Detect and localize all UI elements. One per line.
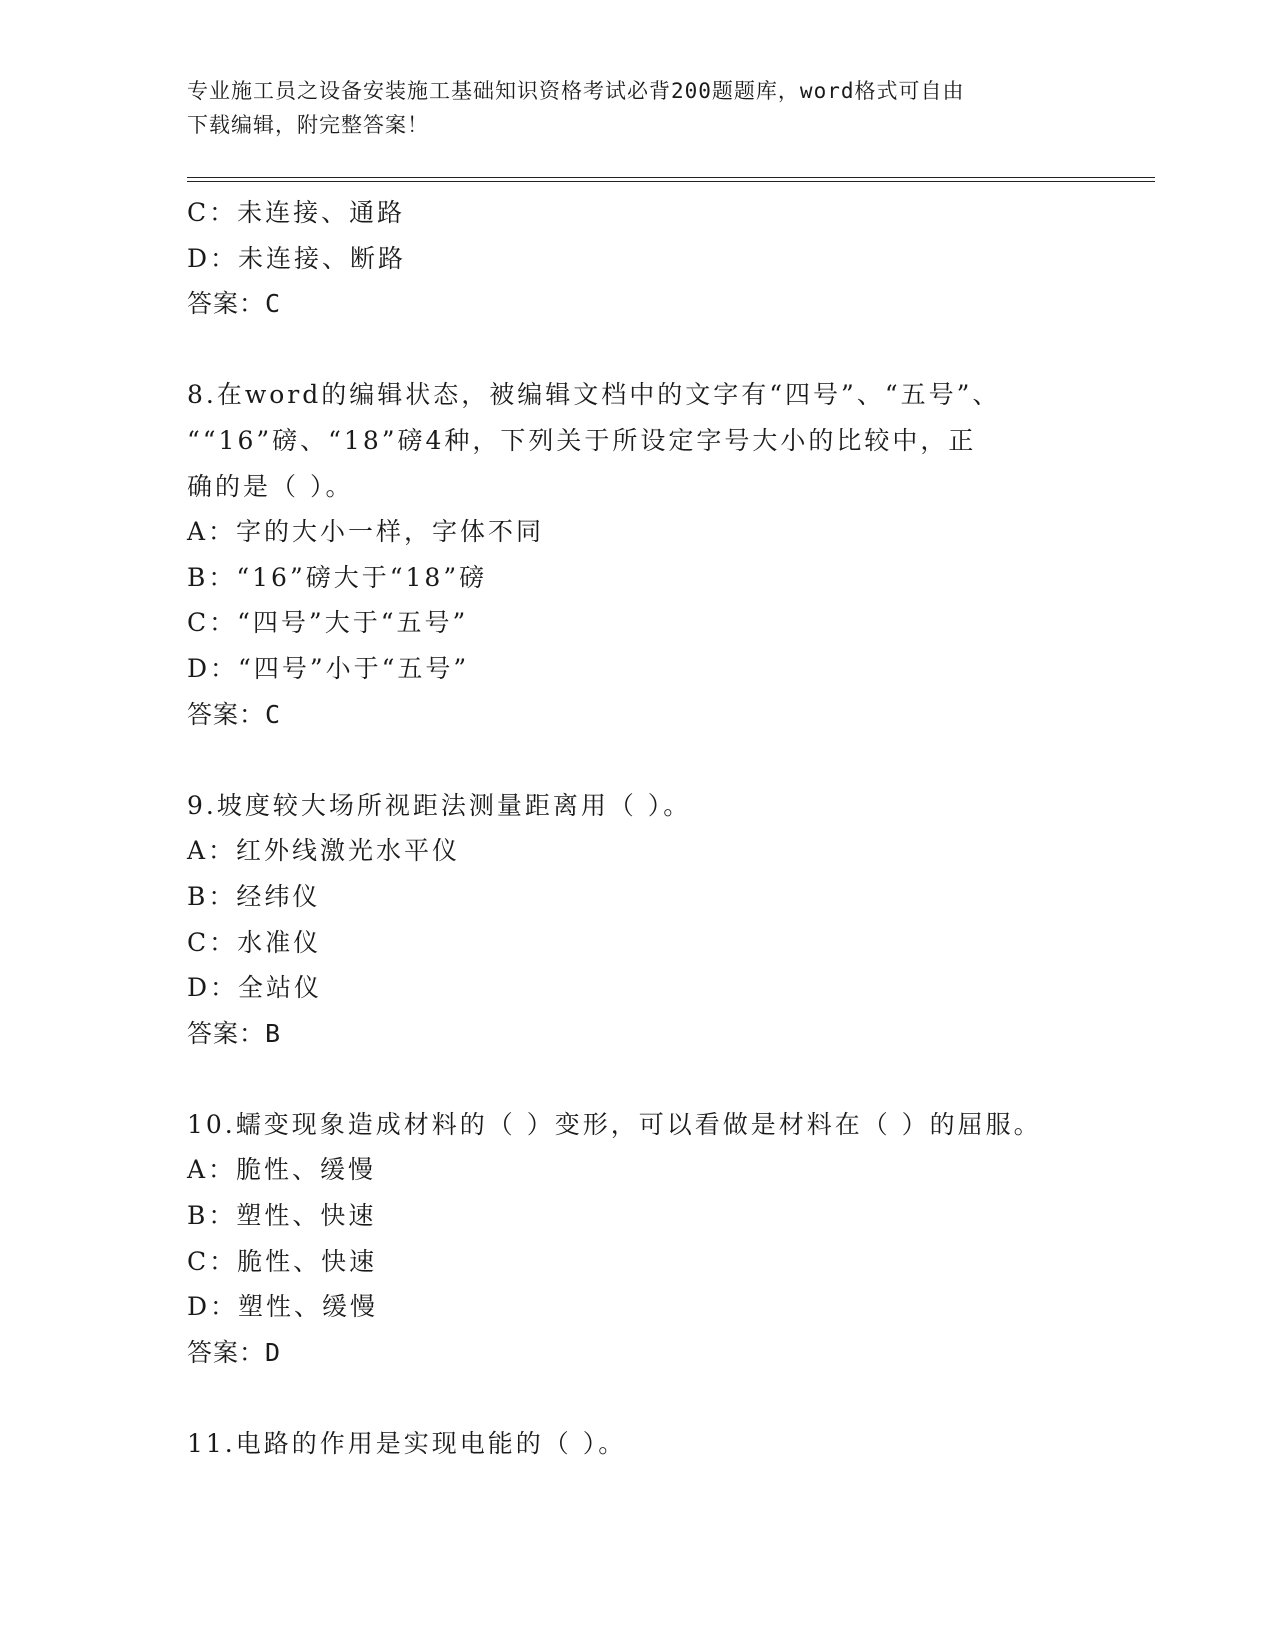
- question-block: [187, 372, 1087, 737]
- question-stem: 10.蠕变现象造成材料的（ ）变形，可以看做是材料在（ ）的屈服。: [187, 1109, 1042, 1139]
- header-line: 下载编辑，附完整答案！: [187, 113, 429, 137]
- option-d: D：塑性、缓慢: [187, 1292, 379, 1322]
- option-b: B：“16”磅大于“18”磅: [187, 562, 488, 592]
- header-line: 专业施工员之设备安装施工基础知识资格考试必背200题题库，word格式可自由: [187, 79, 965, 103]
- question-block: [187, 783, 1087, 1057]
- option-a: A：脆性、缓慢: [187, 1155, 377, 1185]
- answer-line: 答案：C: [187, 289, 282, 319]
- option-d: D：全站仪: [187, 973, 323, 1003]
- answer-line: 答案：D: [187, 1337, 282, 1367]
- answer-line: 答案：C: [187, 699, 282, 729]
- option-b: B：塑性、快速: [187, 1201, 377, 1231]
- answer-line: 答案：B: [187, 1018, 282, 1048]
- option-c: C：“四号”大于“五号”: [187, 608, 469, 638]
- question-stem: 确的是（ ）。: [187, 471, 354, 501]
- page-header: [187, 74, 1067, 142]
- question-block: [187, 190, 1087, 327]
- question-stem: 8.在word的编辑状态，被编辑文档中的文字有“四号”、“五号”、: [187, 380, 1001, 410]
- option-d: D：未连接、断路: [187, 243, 407, 273]
- question-stem: 11.电路的作用是实现电能的（ ）。: [187, 1429, 627, 1459]
- option-c: C：未连接、通路: [187, 198, 406, 227]
- question-list: [187, 190, 1087, 1467]
- option-c: C：水准仪: [187, 927, 322, 957]
- option-b: B：经纬仪: [187, 881, 321, 911]
- option-a: A：字的大小一样，字体不同: [187, 517, 545, 547]
- question-block: [187, 1102, 1087, 1376]
- option-d: D：“四号”小于“五号”: [187, 653, 470, 683]
- option-a: A：红外线激光水平仪: [187, 836, 461, 866]
- question-stem: 9.坡度较大场所视距法测量距离用（ ）。: [187, 790, 692, 820]
- header-rule: [187, 181, 1155, 182]
- option-c: C：脆性、快速: [187, 1246, 378, 1276]
- question-stem: ““16”磅、“18”磅4种，下列关于所设定字号大小的比较中，正: [187, 425, 977, 455]
- question-block: [187, 1421, 1087, 1467]
- header-rule: [187, 177, 1155, 178]
